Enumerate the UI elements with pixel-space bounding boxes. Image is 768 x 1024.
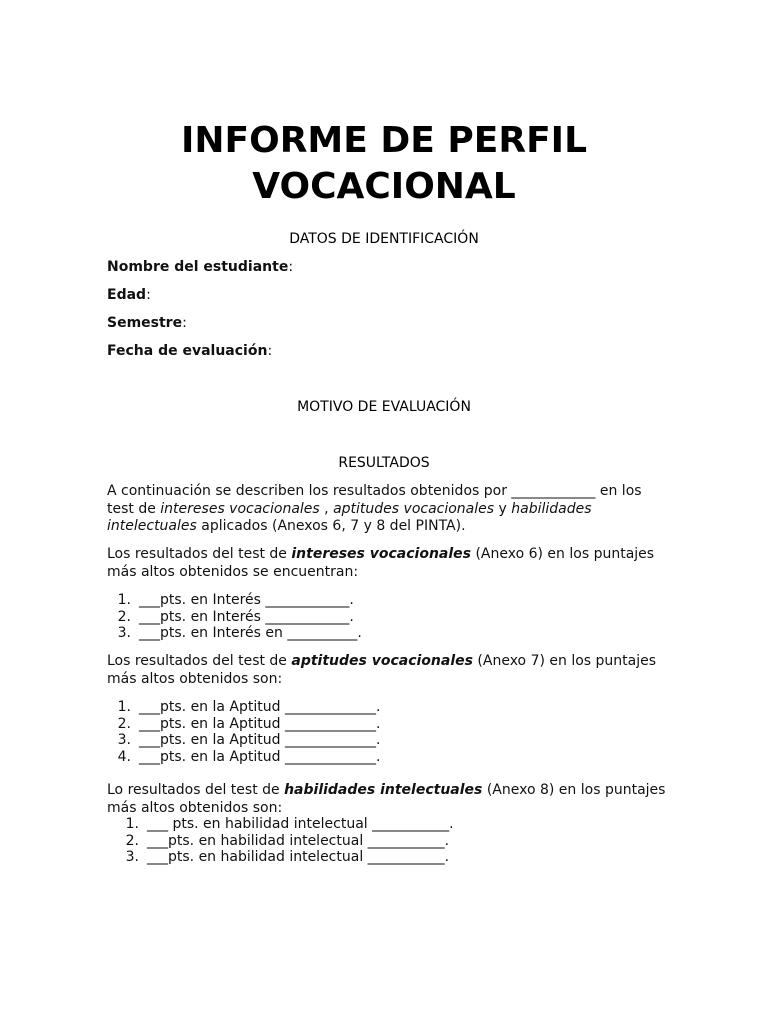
field-semestre: Semestre: [107, 315, 187, 331]
field-fecha: Fecha de evaluación: [107, 343, 273, 359]
field-edad-label: Edad [107, 287, 147, 303]
intereses-paragraph: Los resultados del test de intereses vocacionales (Anexo 6) en los puntajes más altos obtenidos se encuentran: [107, 546, 655, 580]
list-item: 2. ___pts. en la Aptitud _____________. [117, 715, 381, 732]
habilidades-list [115, 816, 454, 866]
list-item: 2. ___pts. en habilidad intelectual ___________. [125, 832, 450, 849]
motivo-heading: MOTIVO DE EVALUACIÓN [297, 399, 471, 415]
field-fecha-label: Fecha de evaluación [107, 343, 268, 359]
resultados-heading: RESULTADOS [338, 455, 430, 471]
identificacion-heading: DATOS DE IDENTIFICACIÓN [289, 231, 479, 247]
list-item: 3. ___pts. en habilidad intelectual ___________. [125, 849, 450, 866]
list-item: 1. ___pts. en Interés ____________. [117, 592, 354, 608]
list-item: 1. ___pts. en la Aptitud _____________. [117, 699, 381, 715]
field-nombre-label: Nombre del estudiante [107, 259, 289, 275]
document-title [0, 118, 768, 210]
list-item: 3. ___pts. en la Aptitud _____________. [117, 732, 381, 749]
intereses-list [107, 592, 362, 642]
title-line-2: VOCACIONAL [252, 166, 516, 207]
field-nombre: Nombre del estudiante: [107, 259, 294, 275]
list-item: 4. ___pts. en la Aptitud _____________. [117, 749, 381, 766]
list-item: 2. ___pts. en Interés ____________. [117, 608, 354, 625]
habilidades-paragraph: Lo resultados del test de habilidades intelectuales (Anexo 8) en los puntajes más altos obtenidos son: [107, 782, 666, 816]
list-item: 1. ___ pts. en habilidad intelectual ___________. [125, 816, 454, 832]
field-semestre-label: Semestre [107, 315, 183, 331]
aptitudes-paragraph: Los resultados del test de aptitudes vocacionales (Anexo 7) en los puntajes más altos obtenidos son: [107, 653, 657, 687]
field-edad: Edad: [107, 287, 151, 303]
title-line-1: INFORME DE PERFIL [180, 120, 588, 161]
aptitudes-list [107, 699, 380, 766]
resultados-intro: A continuación se describen los resultados obtenidos por ____________ en los test de intereses vocacionales , aptitudes vocacionales y habilidades intelectuales aplicados (Anexos 6, 7 y 8 del PINTA). [107, 483, 642, 534]
list-item: 3. ___pts. en Interés en __________. [117, 625, 362, 642]
